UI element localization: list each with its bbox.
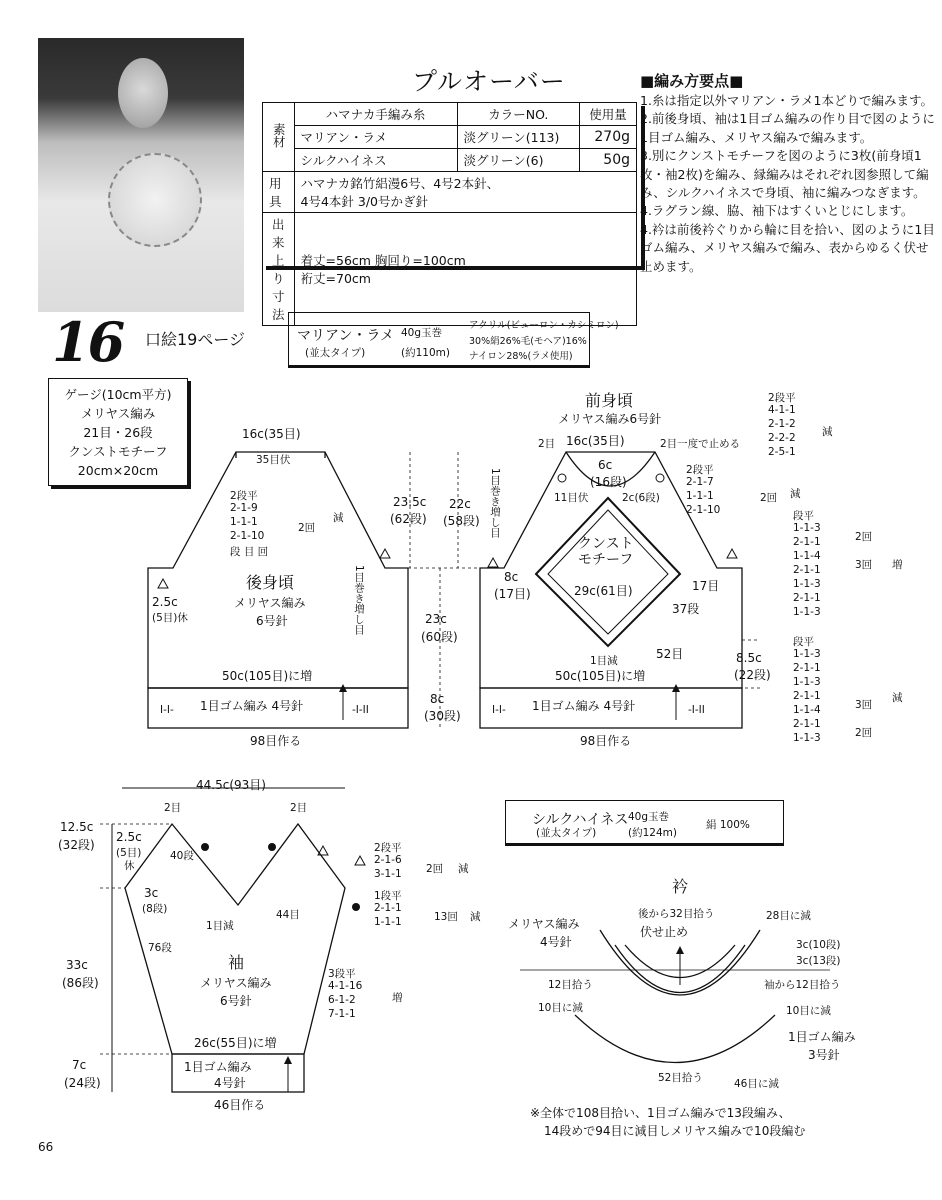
neck-dec-row: 2-2-2 — [768, 432, 796, 444]
front-cast-on: 98目作る — [580, 734, 632, 748]
yarn-content: アクリル(ビューロン・カシミロン) — [469, 320, 619, 331]
neck-dec-row: 2-5-1 — [768, 446, 796, 458]
methods-title: ■編み方要点■ — [640, 72, 744, 90]
sleeve-stitch: メリヤス編み — [200, 976, 272, 990]
star-list-row: 2-1-1 — [793, 592, 821, 604]
amount-cell: 270g — [580, 126, 637, 149]
sleeve-tri-count: 2回 — [426, 863, 444, 875]
sleeve-dot-label: 減 — [470, 911, 481, 923]
front-r37: 37段 — [672, 602, 700, 616]
sleeve-dot-row: 2-1-1 — [374, 902, 402, 914]
front-inc-note: 1目巻き増し目 — [489, 468, 501, 538]
sleeve-dot-row: 1-1-1 — [374, 916, 402, 928]
hollow-list-count: 3回 — [855, 699, 873, 711]
sleeve-cast-on: 46目作る — [214, 1098, 266, 1112]
measure-h3-rows: (60段) — [421, 630, 458, 644]
collar-b52: 52目拾う — [658, 1072, 703, 1084]
method-item: 4.衿は前後衿ぐりから輪に目を拾い、図のように1目ゴム編み、メリヤス編みで編み、表からゆるく伏せ止めます。 — [640, 221, 935, 274]
back-dec-row: 2-1-9 — [230, 502, 258, 514]
hollow-list-row: 1-1-4 — [793, 704, 821, 716]
yarn-label-box — [505, 800, 784, 846]
yarn-length: (約110m) — [401, 347, 450, 359]
col-color: カラーNO. — [457, 103, 580, 126]
front-width: 50c(105目)に増 — [555, 669, 646, 683]
tools-cell: ハマナカ銘竹絽漫6号、4号2本針、 4号4本針 3/0号かぎ針 — [294, 172, 636, 213]
hollow-list-row: 2-1-1 — [793, 718, 821, 730]
collar-back-pickup: 後から32目拾う — [638, 908, 715, 920]
collar-note: 14段めで94目に減目しメリヤス編みで10段編む — [544, 1124, 806, 1138]
sleeve-title: 袖 — [228, 953, 245, 972]
measure-h4: 8c — [430, 692, 445, 706]
hollow-list-row: 1-1-3 — [793, 732, 821, 744]
sleeve-left2-rows: (8段) — [142, 903, 168, 915]
hollow-list-count: 2回 — [855, 727, 873, 739]
sleeve-inc-row: 6-1-2 — [328, 994, 356, 1006]
collar-stitch: メリヤス編み — [508, 917, 580, 931]
front-top-width: 16c(35目) — [566, 434, 625, 448]
collar-bind-off: 伏せ止め — [640, 925, 689, 939]
sleeve-inc-row: 4-1-16 — [328, 980, 363, 992]
yarn-content: 絹 100% — [706, 819, 750, 831]
sleeve-r44: 44目 — [276, 909, 300, 921]
collar-r3b: 3c(13段) — [796, 955, 841, 967]
front-neck-rows: (16段) — [590, 475, 627, 489]
front-r17: 17目 — [692, 579, 720, 593]
sleeve-top-width: 44.5c(93目) — [196, 778, 266, 792]
size-label: 出来上り寸法 — [263, 213, 295, 326]
back-title: 後身頃 — [246, 573, 295, 592]
collar-needle: 4号針 — [540, 935, 572, 949]
sleeve-h3: 7c — [72, 1058, 87, 1072]
collar-title: 衿 — [672, 877, 689, 896]
back-dec-header: 段 目 回 — [230, 546, 269, 558]
method-item: 2.前後身頃、袖は1目ゴム編みの作り目で図のように1目ゴム編み、メリヤス編みで編みます。 — [640, 111, 935, 145]
back-dec-count: 2回 — [298, 522, 316, 534]
sleeve-top-left: 2目 — [164, 802, 182, 814]
kuchie-reference: 口絵19ページ — [145, 330, 246, 349]
front-neck-small: 2c(6段) — [622, 492, 660, 504]
neck-dec-row: 4-1-1 — [768, 404, 796, 416]
sleeve-left1-stitches: (5目) — [116, 847, 142, 859]
front-dec-row: 2-1-7 — [686, 476, 714, 488]
page-title: プルオーバー — [412, 67, 566, 96]
hollow-list-row: 2-1-1 — [793, 690, 821, 702]
method-item: 1.糸は指定以外マリアン・ラメ1本どりで編みます。 — [640, 93, 934, 108]
front-top-right: 2目一度で止める — [660, 438, 741, 450]
sleeve-left2: 3c — [144, 886, 159, 900]
yarn-content: ナイロン28%(ラメ使用) — [469, 351, 573, 362]
front-l8: 8c — [504, 570, 519, 584]
color-cell: 淡グリーン(6) — [457, 149, 580, 172]
back-dec-label: 減 — [333, 512, 344, 524]
sleeve-inc-row: 3段平 — [328, 968, 356, 980]
rib-mark: I-I- — [160, 704, 174, 716]
measure-h5-rows: (22段) — [734, 668, 771, 682]
col-amount: 使用量 — [580, 103, 637, 126]
measure-h1-rows: (62段) — [390, 512, 427, 526]
sleeve-top-right: 2目 — [290, 802, 308, 814]
back-top-width: 16c(35目) — [242, 427, 301, 441]
motif-label: クンスト — [578, 536, 634, 552]
sleeve-tri-row: 2段平 — [374, 842, 402, 854]
yarn-type: (並太タイプ) — [305, 347, 366, 359]
rib-mark: -I-II — [688, 704, 705, 716]
sleeve-r1: 1目減 — [206, 920, 234, 932]
sleeve-left1: 2.5c — [116, 830, 142, 844]
front-rib: 1目ゴム編み 4号針 — [532, 699, 636, 713]
collar-rib-needle: 3号針 — [808, 1048, 840, 1062]
hollow-list-row: 2-1-1 — [793, 662, 821, 674]
hollow-list-row: 1-1-3 — [793, 676, 821, 688]
measure-h4-rows: (30段) — [424, 709, 461, 723]
collar-l10: 10目に減 — [538, 1002, 583, 1014]
star-list-row: 1-1-3 — [793, 606, 821, 618]
back-dec-row: 2段平 — [230, 490, 258, 502]
measure-h3: 23c — [425, 612, 447, 626]
star-list-row: 2-1-1 — [793, 564, 821, 576]
sleeve-h1: 12.5c — [60, 820, 94, 834]
sleeve-h1-rows: (32段) — [58, 838, 95, 852]
pattern-number: 16 — [52, 310, 124, 374]
amount-cell: 50g — [580, 149, 637, 172]
sleeve-needle: 6号針 — [220, 994, 252, 1008]
yarn-length: (約124m) — [628, 827, 677, 839]
front-dec-count: 2回 — [760, 492, 778, 504]
front-stitch: メリヤス編み6号針 — [558, 412, 662, 426]
front-neck-depth: 6c — [598, 458, 613, 472]
collar-l12: 12目拾う — [548, 979, 593, 991]
sleeve-dot-row: 1段平 — [374, 890, 402, 902]
sleeve-rib-needle: 4号針 — [214, 1076, 246, 1090]
yarn-name: マリアン・ラメ — [297, 328, 395, 344]
back-side: 2.5c — [152, 595, 178, 609]
front-dec-row: 2-1-10 — [686, 504, 721, 516]
front-dec-row: 1-1-1 — [686, 490, 714, 502]
method-item: 4.ラグラン線、脇、袖下はすくいとじにします。 — [640, 203, 914, 219]
tools-label: 用具 — [263, 172, 295, 213]
collar-sleeve-pickup: 袖から12目拾う — [764, 979, 841, 991]
back-width: 50c(105目)に増 — [222, 669, 313, 683]
front-bottom-dec: 1目減 — [590, 655, 618, 667]
collar-r3a: 3c(10段) — [796, 939, 841, 951]
front-bind: 11目伏 — [554, 492, 589, 504]
method-item: 3.別にクンストモチーフを図のように3枚(前身頃1枚・袖2枚)を編み、縁編みはそれぞれ図参照して編み、シルクハイネスで身頃、袖に編みつなぎます。 — [640, 148, 929, 201]
front-top-left: 2目 — [538, 438, 556, 450]
front-dec-row: 2段平 — [686, 464, 714, 476]
rib-mark: -I-II — [352, 704, 369, 716]
back-dec-row: 1-1-1 — [230, 516, 258, 528]
sleeve-h3-rows: (24段) — [64, 1076, 101, 1090]
measure-h2-rows: (58段) — [443, 514, 480, 528]
front-r52: 52目 — [656, 647, 684, 661]
sleeve-r76: 76段 — [148, 942, 172, 954]
front-dec-label: 減 — [790, 488, 801, 500]
hollow-list-label: 減 — [892, 692, 903, 704]
back-stitch: メリヤス編み — [234, 596, 306, 610]
star-list-row: 1-1-3 — [793, 578, 821, 590]
sleeve-width: 26c(55目)に増 — [194, 1036, 277, 1050]
sleeve-dot-count: 13回 — [434, 911, 458, 923]
star-list-count: 2回 — [855, 531, 873, 543]
sleeve-left1-rest: 休 — [124, 860, 135, 872]
neck-dec-row: 2-1-2 — [768, 418, 796, 430]
star-list-row: 1-1-4 — [793, 550, 821, 562]
sleeve-h2-rows: (86段) — [62, 976, 99, 990]
sleeve-tri-label: 減 — [458, 863, 469, 875]
hollow-list-row: 1-1-3 — [793, 648, 821, 660]
sleeve-rib: 1目ゴム編み — [184, 1060, 252, 1074]
collar-rib: 1目ゴム編み — [788, 1030, 856, 1044]
color-cell: 淡グリーン(113) — [457, 126, 580, 149]
neck-dec-row: 2段平 — [768, 392, 796, 404]
collar-b46: 46目に減 — [734, 1078, 779, 1090]
yarn-name: シルクハイネス — [532, 812, 629, 828]
star-list-row: 2-1-1 — [793, 536, 821, 548]
sleeve-tri-row: 3-1-1 — [374, 868, 402, 880]
star-list-label: 増 — [892, 559, 903, 571]
yarn-cell: マリアン・ラメ — [294, 126, 457, 149]
collar-note: ※全体で108目拾い、1目ゴム編みで13段編み、 — [530, 1106, 791, 1120]
measure-h1: 23.5c — [393, 495, 427, 509]
motif-label: モチーフ — [578, 552, 634, 568]
back-cast-on: 98目作る — [250, 734, 302, 748]
sleeve-inc-label: 増 — [392, 992, 403, 1004]
motif-size: 29c(61目) — [574, 584, 633, 598]
collar-r28: 28目に減 — [766, 910, 811, 922]
back-inc-note: 1目巻き増し目 — [353, 565, 365, 635]
star-list-count: 3回 — [855, 559, 873, 571]
sleeve-r40: 40段 — [170, 850, 194, 862]
measure-h2: 22c — [449, 497, 471, 511]
material-label: 素材 — [263, 103, 295, 172]
col-yarn: ハマナカ手編み糸 — [294, 103, 457, 126]
back-side-rest: (5目)休 — [152, 612, 188, 624]
front-title: 前身頃 — [585, 391, 634, 410]
sleeve-inc-row: 7-1-1 — [328, 1008, 356, 1020]
star-list-row: 1-1-3 — [793, 522, 821, 534]
back-needle: 6号針 — [256, 614, 288, 628]
page-number: 66 — [38, 1140, 54, 1154]
yarn-content: 30%絹26%毛(モヘア)16% — [469, 336, 587, 347]
hollow-list-header: 段平 — [793, 636, 814, 648]
yarn-weight: 40g玉巻 — [401, 327, 443, 339]
star-list-header: 段平 — [793, 510, 814, 522]
rib-mark: I-I- — [492, 704, 506, 716]
measure-h5: 8.5c — [736, 651, 762, 665]
sleeve-h2: 33c — [66, 958, 88, 972]
size-cell: 着丈=56cm 胸回り=100cm 裄丈=70cm — [294, 213, 636, 326]
gauge-box: ゲージ(10cm平方) メリヤス編み 21目・26段 クンストモチーフ 20cm×20cm — [48, 378, 188, 486]
back-rib: 1目ゴム編み 4号針 — [200, 699, 304, 713]
yarn-cell: シルクハイネス — [294, 149, 457, 172]
collar-r10r: 10目に減 — [786, 1005, 831, 1017]
back-dec-row: 2-1-10 — [230, 530, 265, 542]
yarn-weight: 40g玉巻 — [628, 811, 670, 823]
neck-dec-label: 減 — [822, 426, 833, 438]
front-l17: (17目) — [494, 587, 531, 601]
back-bind-off: 35目伏 — [256, 454, 291, 466]
yarn-type: (並太タイプ) — [536, 827, 597, 839]
sleeve-tri-row: 2-1-6 — [374, 854, 402, 866]
